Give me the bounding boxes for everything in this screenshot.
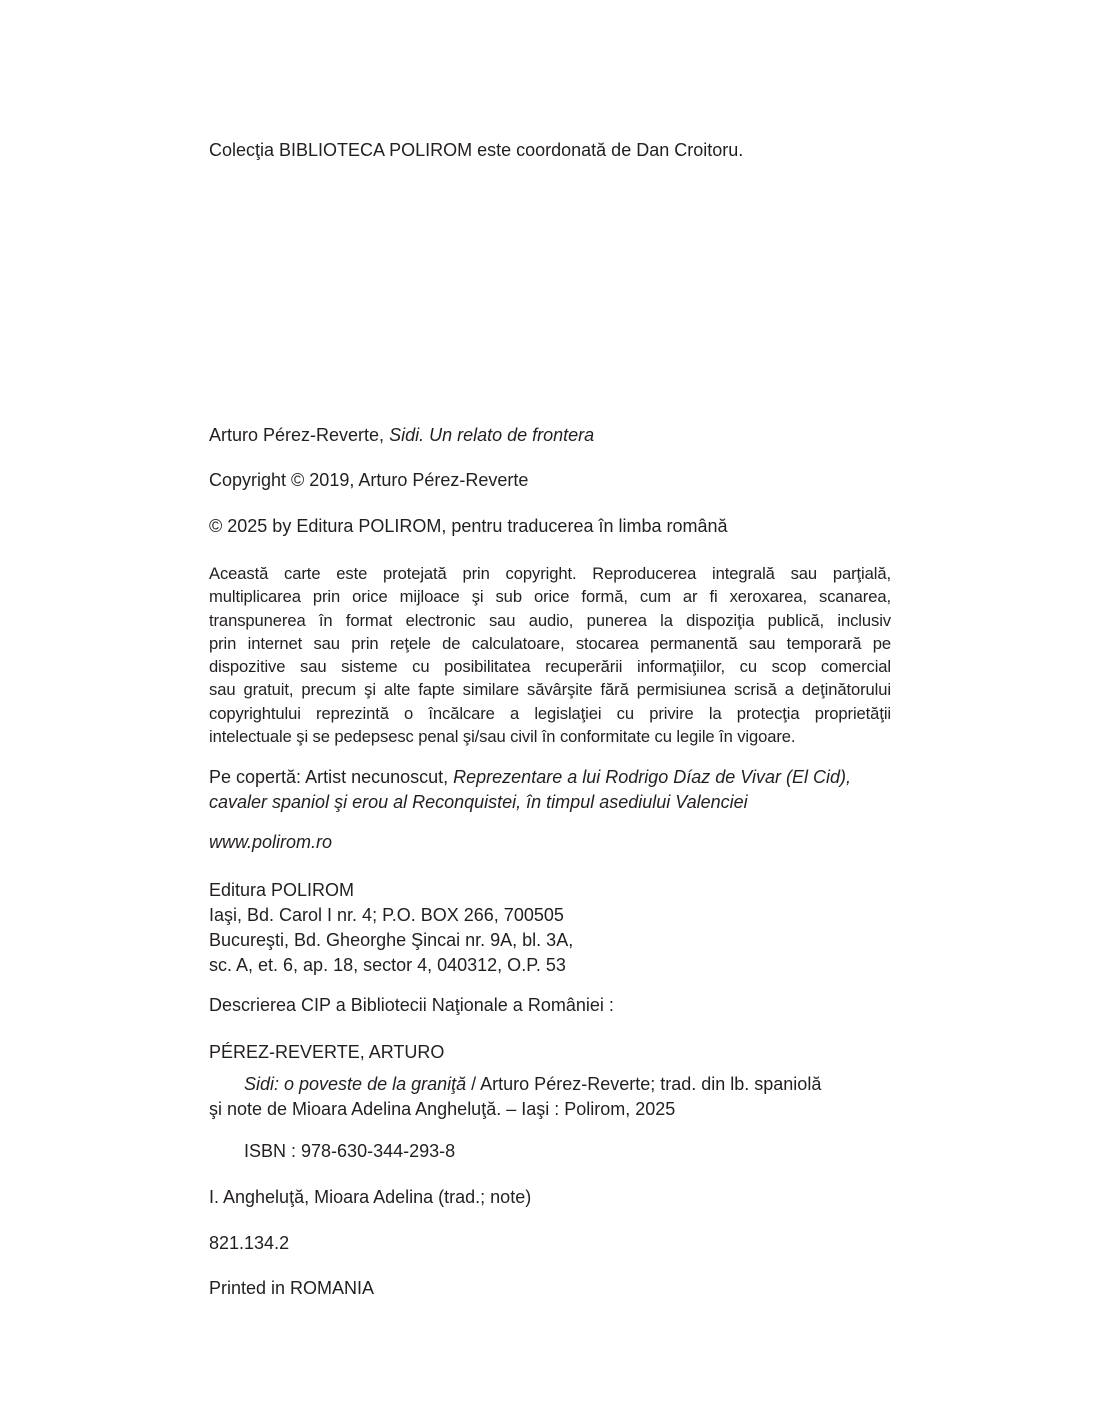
legal-notice-line: intelectuale şi se pedepsesc penal şi/sau civil în conformitate cu legile în vigoare. [209, 727, 796, 747]
legal-notice-line: transpunerea în format electronic sau audio, punerea la dispoziţia publică, inclusiv [209, 610, 891, 630]
cip-title: Sidi: o poveste de la graniţă [244, 1074, 467, 1094]
legal-notice-line: copyrightului reprezintă o încălcare a legislaţiei cu privire la protecţia proprietăţii [209, 703, 891, 723]
original-title-line [209, 425, 891, 446]
publisher-address [209, 878, 891, 978]
address-line: Iaşi, Bd. Carol I nr. 4; P.O. BOX 266, 700505 [209, 905, 564, 925]
legal-notice-line: multiplicarea prin orice mijloace şi sub orice formă, cum ar fi xeroxarea, scanarea, [209, 587, 891, 607]
legal-notice-line: dispozitive sau sisteme cu posibilitatea recuperării informaţiilor, cu scop comercial [209, 657, 891, 677]
cover-note-artwork-cont: cavaler spaniol şi erou al Reconquistei, în timpul asediului Valenciei [209, 792, 748, 812]
cover-note-prefix: Pe copertă: Artist necunoscut, [209, 767, 454, 787]
printed-in: Printed in ROMANIA [209, 1278, 375, 1298]
publisher-name: Editura POLIROM [209, 880, 355, 900]
original-title: Sidi. Un relato de frontera [389, 425, 595, 445]
legal-notice-line: Această carte este protejată prin copyright. Reproducerea integrală sau parţială, [209, 564, 891, 583]
original-author: Arturo Pérez-Reverte, [209, 425, 390, 445]
copyright-translation: © 2025 by Editura POLIROM, pentru traducerea în limba română [209, 516, 728, 536]
cip-author-heading: PÉREZ-REVERTE, ARTURO [209, 1042, 445, 1062]
legal-notice [209, 562, 891, 748]
website-link[interactable]: www.polirom.ro [209, 832, 333, 852]
cip-title-rest: / Arturo Pérez-Reverte; trad. din lb. spaniolă [466, 1074, 822, 1094]
cip-description-line2: şi note de Mioara Adelina Angheluţă. – Iaşi : Polirom, 2025 [209, 1099, 676, 1119]
cip-heading: Descrierea CIP a Bibliotecii Naţionale a României : [209, 995, 614, 1015]
cover-note-artwork: Reprezentare a lui Rodrigo Díaz de Vivar (El Cid), [453, 767, 851, 787]
cip-description [209, 1072, 891, 1122]
legal-notice-line: prin internet sau prin reţele de calculatoare, stocarea permanentă sau temporară pe [209, 633, 891, 653]
series-note: Colecţia BIBLIOTECA POLIROM este coordonată de Dan Croitoru. [209, 140, 744, 160]
cip-translator-entry: I. Angheluţă, Mioara Adelina (trad.; note) [209, 1187, 532, 1207]
legal-notice-line: sau gratuit, precum şi alte fapte similare săvârşite fără permisiunea scrisă a deţinătorului [209, 680, 891, 700]
cover-note [209, 765, 891, 815]
copyright-original: Copyright © 2019, Arturo Pérez-Reverte [209, 470, 529, 490]
isbn: ISBN : 978-630-344-293-8 [244, 1141, 456, 1161]
address-line: sc. A, et. 6, ap. 18, sector 4, 040312, O.P. 53 [209, 955, 566, 975]
address-line: Bucureşti, Bd. Gheorghe Şincai nr. 9A, bl. 3A, [209, 930, 574, 950]
cip-classification: 821.134.2 [209, 1233, 290, 1253]
